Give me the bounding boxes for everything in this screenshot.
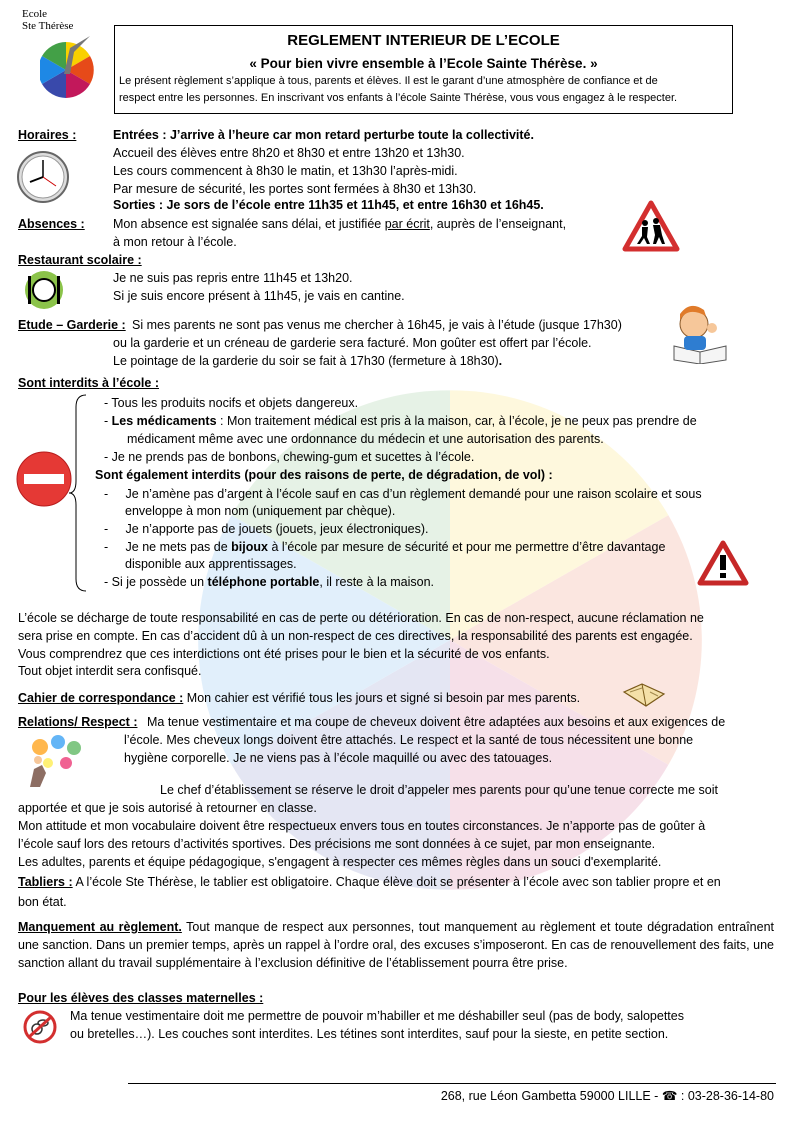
decharge-line-4: Tout objet interdit sera confisqué. [18,664,202,678]
footer-address: 268, rue Léon Gambetta 59000 LILLE - ☎ : 03-28-36-14-80 [440,1089,774,1103]
horaires-line-1: Entrées : J’arrive à l’heure car mon retard perturbe toute la collectivité. [113,128,534,142]
relations-line-7: l’école sauf lors des retours d’activités sportives. Des précisions me sont données à ce sujet, par mon enseignante. [18,837,656,851]
maternelles-label: Pour les élèves des classes maternelles : [18,991,264,1005]
horaires-line-5: Sorties : Je sors de l’école entre 11h35 et 11h45, et entre 16h30 et 16h45. [113,198,544,212]
decharge-line-2: sera prise en compte. En cas d’accident dû à un non-respect de ces directives, la responsabilité des parents est engagée. [18,629,693,643]
teacher-pictograms-icon [20,733,90,789]
tabliers-line-2: bon état. [18,895,67,909]
intro-line-2: respect entre les personnes. En inscrivant vos enfants à l’école Sainte Thérèse, vous vous engagez à le respecter. [119,92,678,104]
cahier-line: Cahier de correspondance : Mon cahier est vérifié tous les jours et signé si besoin par mes parents. [18,691,581,705]
relations-line-2: l’école. Mes cheveux longs doivent être attachés. Le respect et la santé de tous nécessitent une bonne [124,733,694,747]
horaires-line-2: Accueil des élèves entre 8h20 et 8h30 et entre 13h20 et 13h30. [113,146,465,160]
maternelles-line-1: Ma tenue vestimentaire doit me permettre de pouvoir m’habiller et me déshabiller seul (pas de body, salopettes [70,1009,684,1023]
absences-line-1: Mon absence est signalée sans délai, et justifiée par écrit, auprès de l’enseignant, [113,217,567,231]
absences-line-2: à mon retour à l’école. [113,235,237,249]
egal-item-3: - Je ne mets pas de bijoux à l’école par mesure de sécurité et pour me permettre d’être davantage [104,540,666,554]
relations-label: Relations/ Respect : [18,715,138,729]
clock-icon [16,150,70,204]
header-box [114,25,733,114]
open-book-icon [622,682,666,708]
decharge-line-3: Vous comprendrez que ces interdictions ont été prises pour le bien et la sécurité de vos enfants. [18,647,550,661]
relations-line-4: Le chef d’établissement se réserve le droit d’appeler mes parents pour qu’une tenue correcte me soit [160,783,718,797]
etude-line-3: Le pointage de la garderie du soir se fait à 17h30 (fermeture à 18h30). [113,354,503,368]
studying-child-icon [668,302,732,364]
interdit-item-2: - Les médicaments : Mon traitement médical est pris à la maison, car, à l’école, je ne peux pas prendre de [104,414,697,428]
relations-line-1: Ma tenue vestimentaire et ma coupe de cheveux doivent être adaptées aux besoins et aux exigences de [147,715,726,729]
manquement-paragraph: Manquement au règlement. Tout manque de respect aux personnes, tout manquement au règlement et toute dégradation entraînent une sanction. Dans un premier temps, après un rappel à l’ordre oral, des excuses s’imposeront. En cas de renouvellement des faits, une sanction allant du travail supplémentaire à l’exclusion définitive de l’établissement pourra être prise. [18,920,775,970]
restaurant-label: Restaurant scolaire : [18,253,142,267]
relations-line-8: Les adultes, parents et équipe pédagogique, s'engagent à respecter ces mêmes règles dans un souci d'exemplarité. [18,855,662,869]
relations-line-3: hygiène corporelle. Je ne viens pas à l’école maquillé ou avec des tatouages. [124,751,553,765]
egal-item-1-cont: enveloppe à mon nom (uniquement par chèque). [125,504,396,518]
phone-icon: ☎ [661,1089,678,1103]
etude-label: Etude – Garderie : [18,318,126,332]
absences-label: Absences : [18,217,85,231]
horaires-label: Horaires : [18,128,77,142]
no-pacifier-icon [22,1010,58,1044]
egalement-interdits-heading: Sont également interdits (pour des raisons de perte, de dégradation, de vol) : [95,468,553,482]
footer-divider [128,1083,776,1084]
egal-item-1: - Je n’amène pas d’argent à l’école sauf en cas d’un règlement demandé pour une raison scolaire et sous [104,487,702,501]
tabliers-line-1: Tabliers : A l’école Ste Thérèse, le tablier est obligatoire. Chaque élève doit se présenter à l’école avec son tablier propre et en [18,875,721,889]
school-logo-icon [40,34,96,100]
page-title: REGLEMENT INTERIEUR DE L’ECOLE [287,32,560,49]
etude-line-2: ou la garderie et un créneau de garderie sera facturé. Mon goûter est offert par l’école. [113,336,592,350]
egal-item-3-cont: disponible aux apprentissages. [125,557,297,571]
restaurant-line-2: Si je suis encore présent à 11h45, je vais en cantine. [113,289,405,303]
egal-item-4: - Si je possède un téléphone portable, il reste à la maison. [104,575,435,589]
decharge-line-1: L’école se décharge de toute responsabilité en cas de perte ou détérioration. En cas de non-respect, aucune réclamation ne [18,611,704,625]
no-entry-sign-icon [16,451,72,507]
interdit-item-3: - Je ne prends pas de bonbons, chewing-gum et sucettes à l’école. [104,450,475,464]
restaurant-line-1: Je ne suis pas repris entre 11h45 et 13h20. [113,271,353,285]
egal-item-2: - Je n’apporte pas de jouets (jouets, jeux électroniques). [104,522,429,536]
interdits-label: Sont interdits à l’école : [18,376,159,390]
relations-line-6: Mon attitude et mon vocabulaire doivent être respectueux envers tous en toutes circonstances. Je n’apporte pas de goûter à [18,819,706,833]
school-crossing-sign-icon [622,200,680,252]
etude-line-1: Si mes parents ne sont pas venus me chercher à 16h45, je vais à l’étude (jusque 17h30) [132,318,622,332]
horaires-line-3: Les cours commencent à 8h30 le matin, et 13h30 l’après-midi. [113,164,458,178]
maternelles-line-2: ou bretelles…). Les couches sont interdites. Les tétines sont interdites, sauf pour la sieste, en petite section. [70,1027,669,1041]
page-subtitle: « Pour bien vivre ensemble à l’Ecole Sainte Thérèse. » [249,56,598,71]
logo-text: Ecole Ste Thérèse [22,8,74,32]
cutlery-plate-icon [20,270,68,310]
warning-sign-icon [697,540,749,586]
intro-line-1: Le présent règlement s’applique à tous, parents et élèves. Il est le garant d’une atmosphère de confiance et de [119,75,658,87]
interdit-item-1: - Tous les produits nocifs et objets dangereux. [104,396,359,410]
horaires-line-4: Par mesure de sécurité, les portes sont fermées à 8h30 et 13h30. [113,182,477,196]
relations-line-5: apportée et que je sois autorisé à retourner en classe. [18,801,317,815]
interdit-item-2-cont: médicament même avec une ordonnance du médecin et une autorisation des parents. [127,432,604,446]
